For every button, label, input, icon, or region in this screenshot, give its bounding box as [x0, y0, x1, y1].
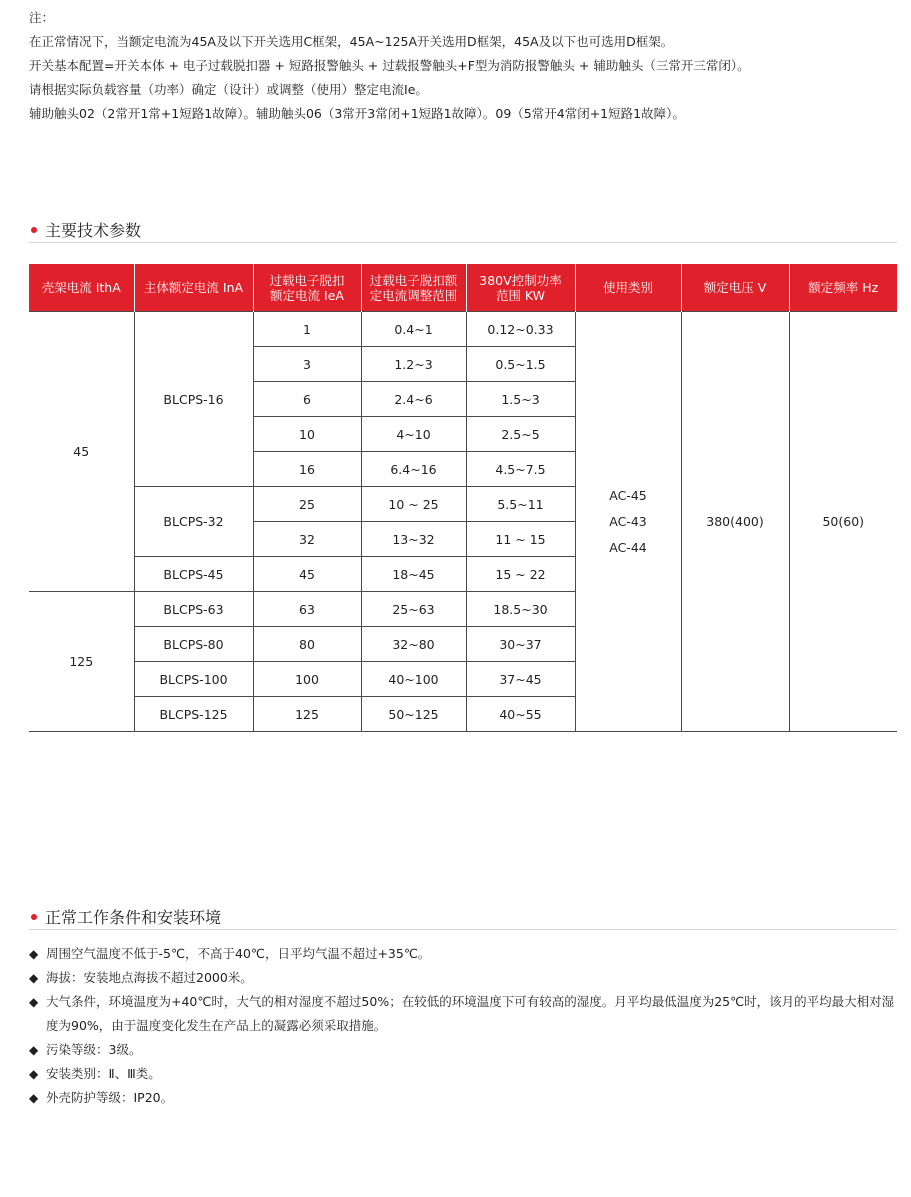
range-cell: 6.4~16	[361, 452, 466, 487]
range-cell: 0.4~1	[361, 312, 466, 347]
model-cell: BLCPS-80	[134, 627, 253, 662]
notes-label: 注：	[29, 10, 55, 25]
ie-cell: 3	[253, 347, 361, 382]
table-header-row	[29, 264, 897, 312]
diamond-icon: ◆	[29, 971, 39, 985]
header-adjust-range: 过载电子脱扣额 定电流调整范围	[361, 264, 466, 312]
power-cell: 15 ~ 22	[466, 557, 575, 592]
frame-cell: 125	[29, 592, 134, 732]
model-cell: BLCPS-16	[134, 312, 253, 487]
model-cell: BLCPS-125	[134, 697, 253, 732]
frame-cell: 45	[29, 312, 134, 592]
header-frequency: 额定频率 Hz	[789, 264, 897, 312]
power-cell: 0.5~1.5	[466, 347, 575, 382]
ie-cell: 125	[253, 697, 361, 732]
list-item	[29, 966, 899, 990]
range-cell: 18~45	[361, 557, 466, 592]
model-cell: BLCPS-63	[134, 592, 253, 627]
range-cell: 2.4~6	[361, 382, 466, 417]
table-row	[29, 312, 897, 347]
power-cell: 1.5~3	[466, 382, 575, 417]
note-line: 开关基本配置=开关本体 + 电子过载脱扣器 + 短路报警触头 + 过载报警触头+F型为消防报警触头 + 辅助触头（三常开三常闭）。	[29, 58, 750, 73]
list-item	[29, 1062, 899, 1086]
power-cell: 40~55	[466, 697, 575, 732]
diamond-icon: ◆	[29, 1067, 39, 1081]
ie-cell: 63	[253, 592, 361, 627]
category-item: AC-44	[609, 539, 647, 555]
note-line: 在正常情况下，当额定电流为45A及以下开关选用C框架，45A~125A开关选用D框架，45A及以下也可选用D框架。	[29, 34, 674, 49]
power-cell: 37~45	[466, 662, 575, 697]
note-line: 请根据实际负载容量（功率）确定（设计）或调整（使用）整定电流Ie。	[29, 82, 428, 97]
power-cell: 30~37	[466, 627, 575, 662]
ie-cell: 25	[253, 487, 361, 522]
condition-text: 外壳防护等级：IP20。	[46, 1090, 174, 1105]
list-item	[29, 1038, 899, 1062]
power-cell: 4.5~7.5	[466, 452, 575, 487]
ie-cell: 100	[253, 662, 361, 697]
voltage-cell: 380(400)	[681, 312, 789, 732]
header-model: 主体额定电流 InA	[134, 264, 253, 312]
notes	[29, 6, 899, 126]
header-frame-current: 壳架电流 IthA	[29, 264, 134, 312]
diamond-icon: ◆	[29, 995, 39, 1009]
header-category: 使用类别	[575, 264, 681, 312]
range-cell: 50~125	[361, 697, 466, 732]
condition-text: 周围空气温度不低于-5℃，不高于40℃，日平均气温不超过+35℃。	[46, 946, 431, 961]
category-item: AC-43	[609, 513, 647, 529]
condition-text: 大气条件，环境温度为+40℃时，大气的相对湿度不超过50%；在较低的环境温度下可有较高的湿度。月平均最低温度为25℃时，该月的平均最大相对湿度为90%，由于温度变化发生在产品上的凝露必须采取措施。	[46, 994, 895, 1033]
header-rated-current: 过载电子脱扣 额定电流 IeA	[253, 264, 361, 312]
power-cell: 5.5~11	[466, 487, 575, 522]
ie-cell: 16	[253, 452, 361, 487]
diamond-icon: ◆	[29, 1043, 39, 1057]
category-item: AC-45	[609, 487, 647, 503]
section-heading-conditions	[29, 903, 897, 930]
category-cell	[575, 312, 681, 732]
condition-text: 海拔：安装地点海拔不超过2000米。	[46, 970, 253, 985]
power-cell: 18.5~30	[466, 592, 575, 627]
section-title: 主要技术参数	[45, 221, 142, 240]
condition-text: 安装类别：Ⅱ、Ⅲ类。	[46, 1066, 161, 1081]
condition-text: 污染等级：3级。	[46, 1042, 142, 1057]
ie-cell: 32	[253, 522, 361, 557]
diamond-icon: ◆	[29, 1091, 39, 1105]
diamond-icon: ◆	[29, 947, 39, 961]
range-cell: 13~32	[361, 522, 466, 557]
model-cell: BLCPS-100	[134, 662, 253, 697]
ie-cell: 10	[253, 417, 361, 452]
power-cell: 11 ~ 15	[466, 522, 575, 557]
model-cell: BLCPS-32	[134, 487, 253, 557]
section-title: 正常工作条件和安装环境	[45, 908, 222, 927]
header-control-power: 380V控制功率 范围 KW	[466, 264, 575, 312]
list-item	[29, 990, 899, 1038]
model-cell: BLCPS-45	[134, 557, 253, 592]
note-line: 辅助触头02（2常开1常+1短路1故障）。辅助触头06（3常开3常闭+1短路1故障）。09（5常开4常闭+1短路1故障）。	[29, 106, 685, 121]
frequency-cell: 50(60)	[789, 312, 897, 732]
header-voltage: 额定电压 V	[681, 264, 789, 312]
range-cell: 25~63	[361, 592, 466, 627]
bullet-dot-icon	[31, 227, 37, 233]
ie-cell: 80	[253, 627, 361, 662]
list-item	[29, 1086, 899, 1110]
range-cell: 4~10	[361, 417, 466, 452]
power-cell: 0.12~0.33	[466, 312, 575, 347]
range-cell: 1.2~3	[361, 347, 466, 382]
conditions-list	[29, 942, 899, 1110]
spec-table	[29, 264, 897, 732]
section-heading-specs	[29, 216, 897, 243]
range-cell: 32~80	[361, 627, 466, 662]
power-cell: 2.5~5	[466, 417, 575, 452]
bullet-dot-icon	[31, 914, 37, 920]
range-cell: 10 ~ 25	[361, 487, 466, 522]
range-cell: 40~100	[361, 662, 466, 697]
ie-cell: 45	[253, 557, 361, 592]
list-item	[29, 942, 899, 966]
ie-cell: 6	[253, 382, 361, 417]
ie-cell: 1	[253, 312, 361, 347]
